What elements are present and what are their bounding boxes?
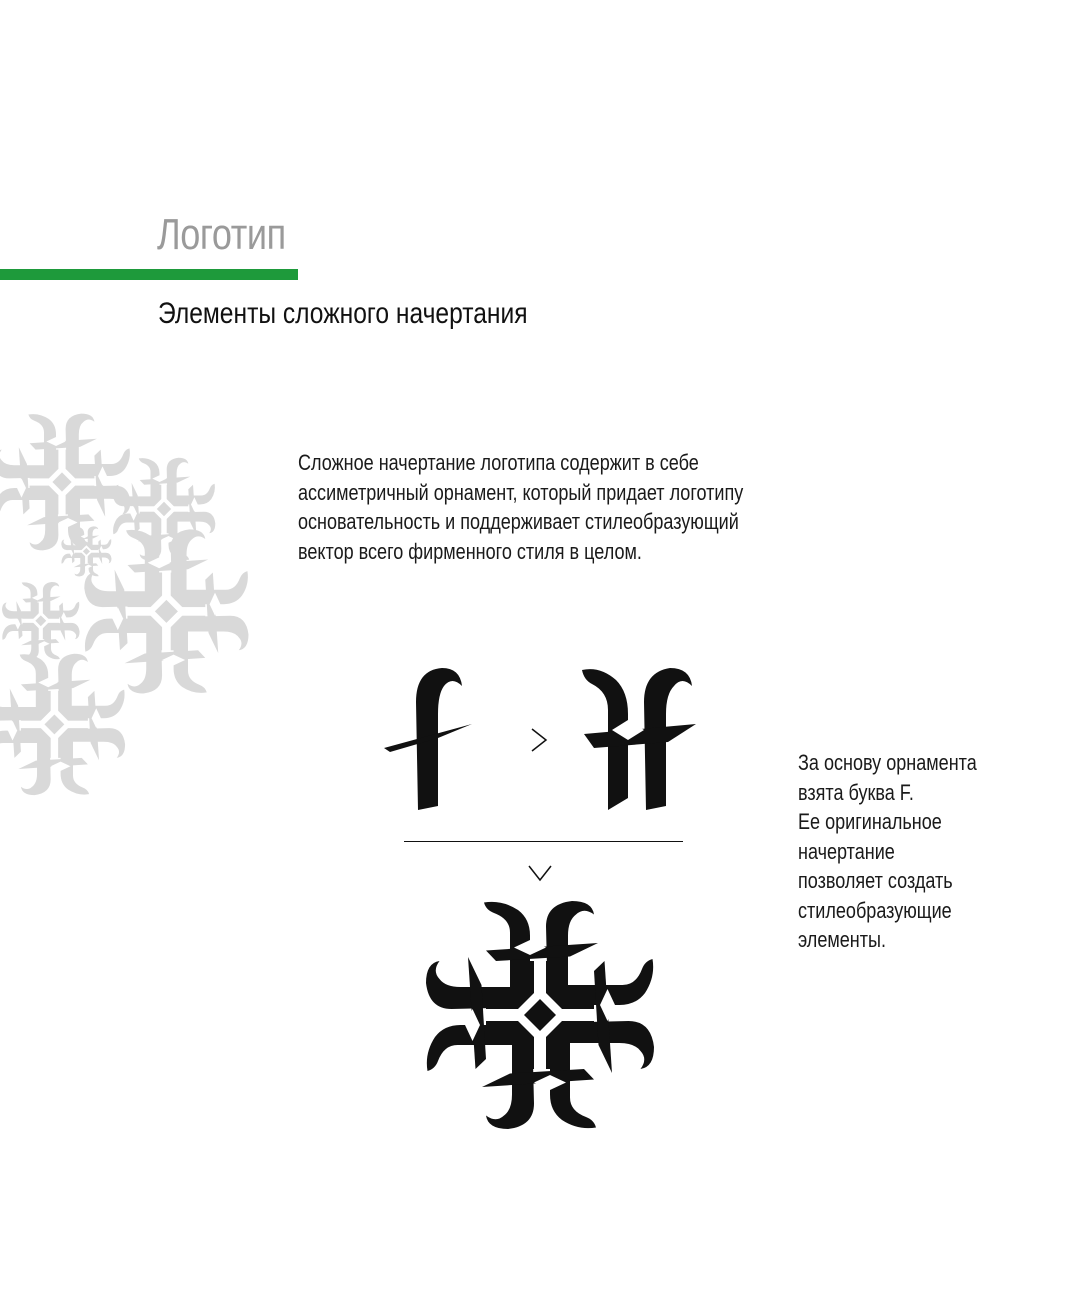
side-note-line: За основу орнамента bbox=[798, 750, 977, 775]
side-note-line: Ее оригинальное bbox=[798, 809, 942, 834]
title-accent-rule bbox=[0, 269, 298, 280]
intro-line: ассиметричный орнамент, который придает логотипу bbox=[298, 479, 744, 505]
side-note-line: элементы. bbox=[798, 927, 887, 952]
side-note-line: стилеобразующие bbox=[798, 897, 952, 923]
ornament-pattern-icon bbox=[0, 400, 260, 840]
divider-line bbox=[404, 841, 683, 842]
page-subtitle: Элементы сложного начертания bbox=[158, 297, 528, 330]
intro-line: вектор всего фирменного стиля в целом. bbox=[298, 538, 642, 564]
intro-line: Сложное начертание логотипа содержит в себе bbox=[298, 450, 699, 475]
intro-paragraph bbox=[298, 448, 790, 566]
side-note-line: позволяет создать bbox=[798, 868, 953, 893]
letter-f-glyph-icon bbox=[380, 660, 480, 810]
chevron-down-icon bbox=[526, 862, 554, 884]
f-ornament-icon bbox=[420, 895, 660, 1135]
intro-line: основательность и поддерживает стилеобразующий bbox=[298, 509, 739, 534]
chevron-right-icon bbox=[528, 726, 550, 754]
side-note-line: взята буква F. bbox=[798, 779, 914, 805]
section-title: Логотип bbox=[157, 210, 286, 259]
side-note-line: начертание bbox=[798, 838, 895, 864]
double-f-glyph-icon bbox=[578, 660, 698, 810]
side-note bbox=[798, 748, 1011, 955]
